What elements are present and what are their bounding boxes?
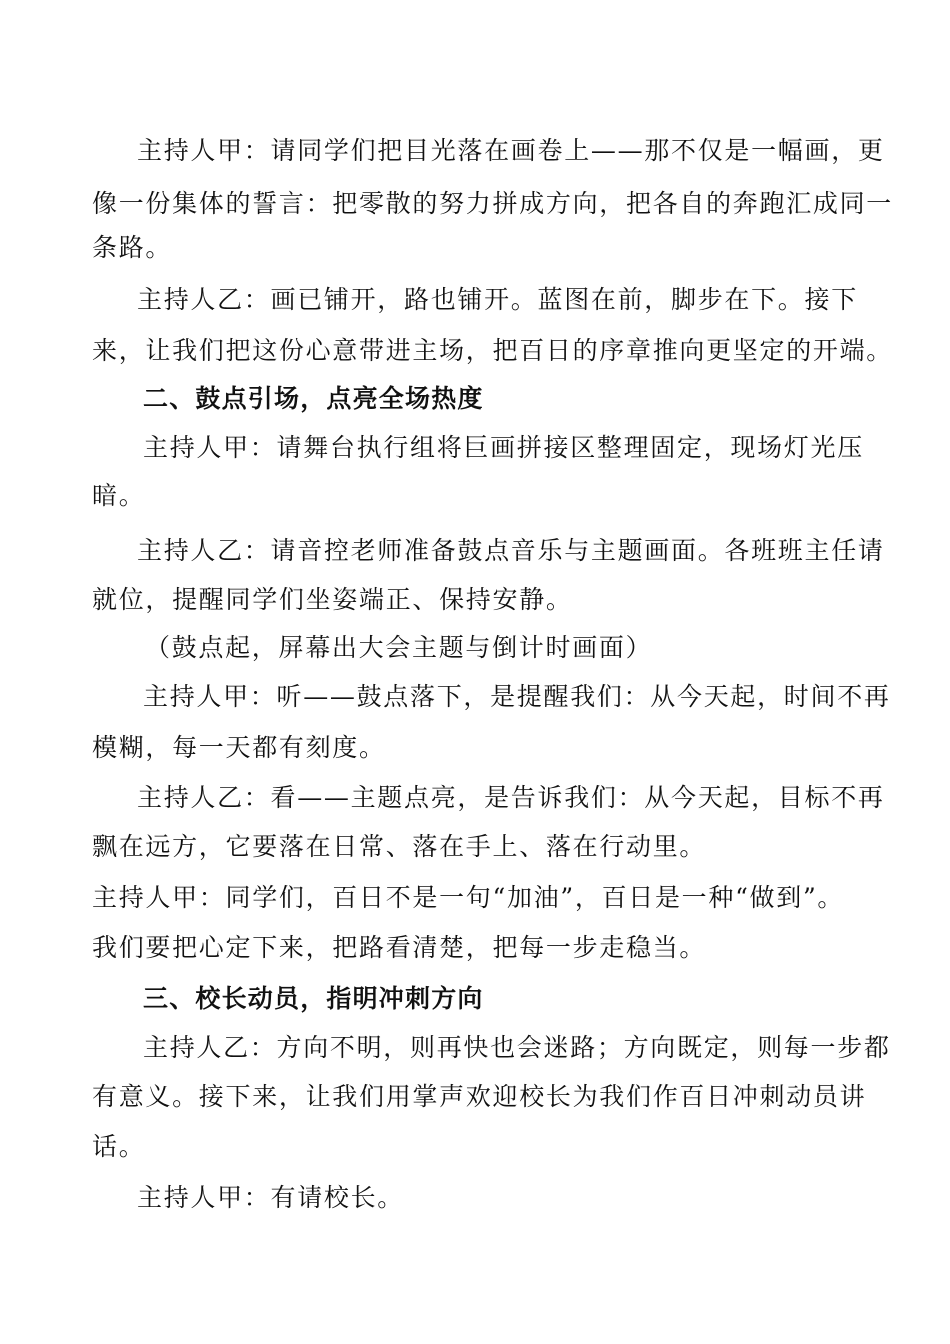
paragraph-line: 有意义。接下来，让我们用掌声欢迎校长为我们作百日冲刺动员讲: [92, 1082, 867, 1111]
paragraph-line: 主持人乙：请音控老师准备鼓点音乐与主题画面。各班班主任请: [137, 536, 885, 565]
paragraph-line: 来，让我们把这份心意带进主场，把百日的序章推向更坚定的开端。: [92, 336, 894, 365]
paragraph-line: 条路。: [92, 233, 173, 262]
paragraph-line: 就位，提醒同学们坐姿端正、保持安静。: [92, 585, 573, 614]
paragraph-line: 模糊，每一天都有刻度。: [92, 733, 386, 762]
paragraph-line: 像一份集体的誓言：把零散的努力拼成方向，把各自的奔跑汇成同一: [92, 189, 894, 218]
paragraph-line: 我们要把心定下来，把路看清楚，把每一步走稳当。: [92, 933, 707, 962]
paragraph-line: 主持人乙：方向不明，则再快也会迷路；方向既定，则每一步都: [143, 1033, 891, 1062]
paragraph-line: 主持人甲：同学们，百日不是一句“加油”，百日是一种“做到”。: [92, 883, 845, 912]
paragraph-line: 主持人乙：看——主题点亮，是告诉我们：从今天起，目标不再: [137, 783, 885, 812]
paragraph-line: 飘在远方，它要落在日常、落在手上、落在行动里。: [92, 832, 707, 861]
paragraph-line: 主持人甲：请同学们把目光落在画卷上——那不仅是一幅画，更: [137, 136, 885, 165]
paragraph-line: 主持人甲：听——鼓点落下，是提醒我们：从今天起，时间不再: [143, 682, 891, 711]
stage-direction: （鼓点起，屏幕出大会主题与倒计时画面）: [145, 633, 653, 662]
paragraph-line: 暗。: [92, 481, 146, 510]
section-heading: 三、校长动员，指明冲刺方向: [143, 984, 484, 1013]
paragraph-line: 主持人乙：画已铺开，路也铺开。蓝图在前，脚步在下。接下: [137, 285, 858, 314]
section-heading: 二、鼓点引场，点亮全场热度: [143, 384, 484, 413]
paragraph-line: 主持人甲：有请校长。: [137, 1183, 405, 1212]
paragraph-line: 主持人甲：请舞台执行组将巨画拼接区整理固定，现场灯光压: [143, 433, 864, 462]
paragraph-line: 话。: [92, 1132, 146, 1161]
